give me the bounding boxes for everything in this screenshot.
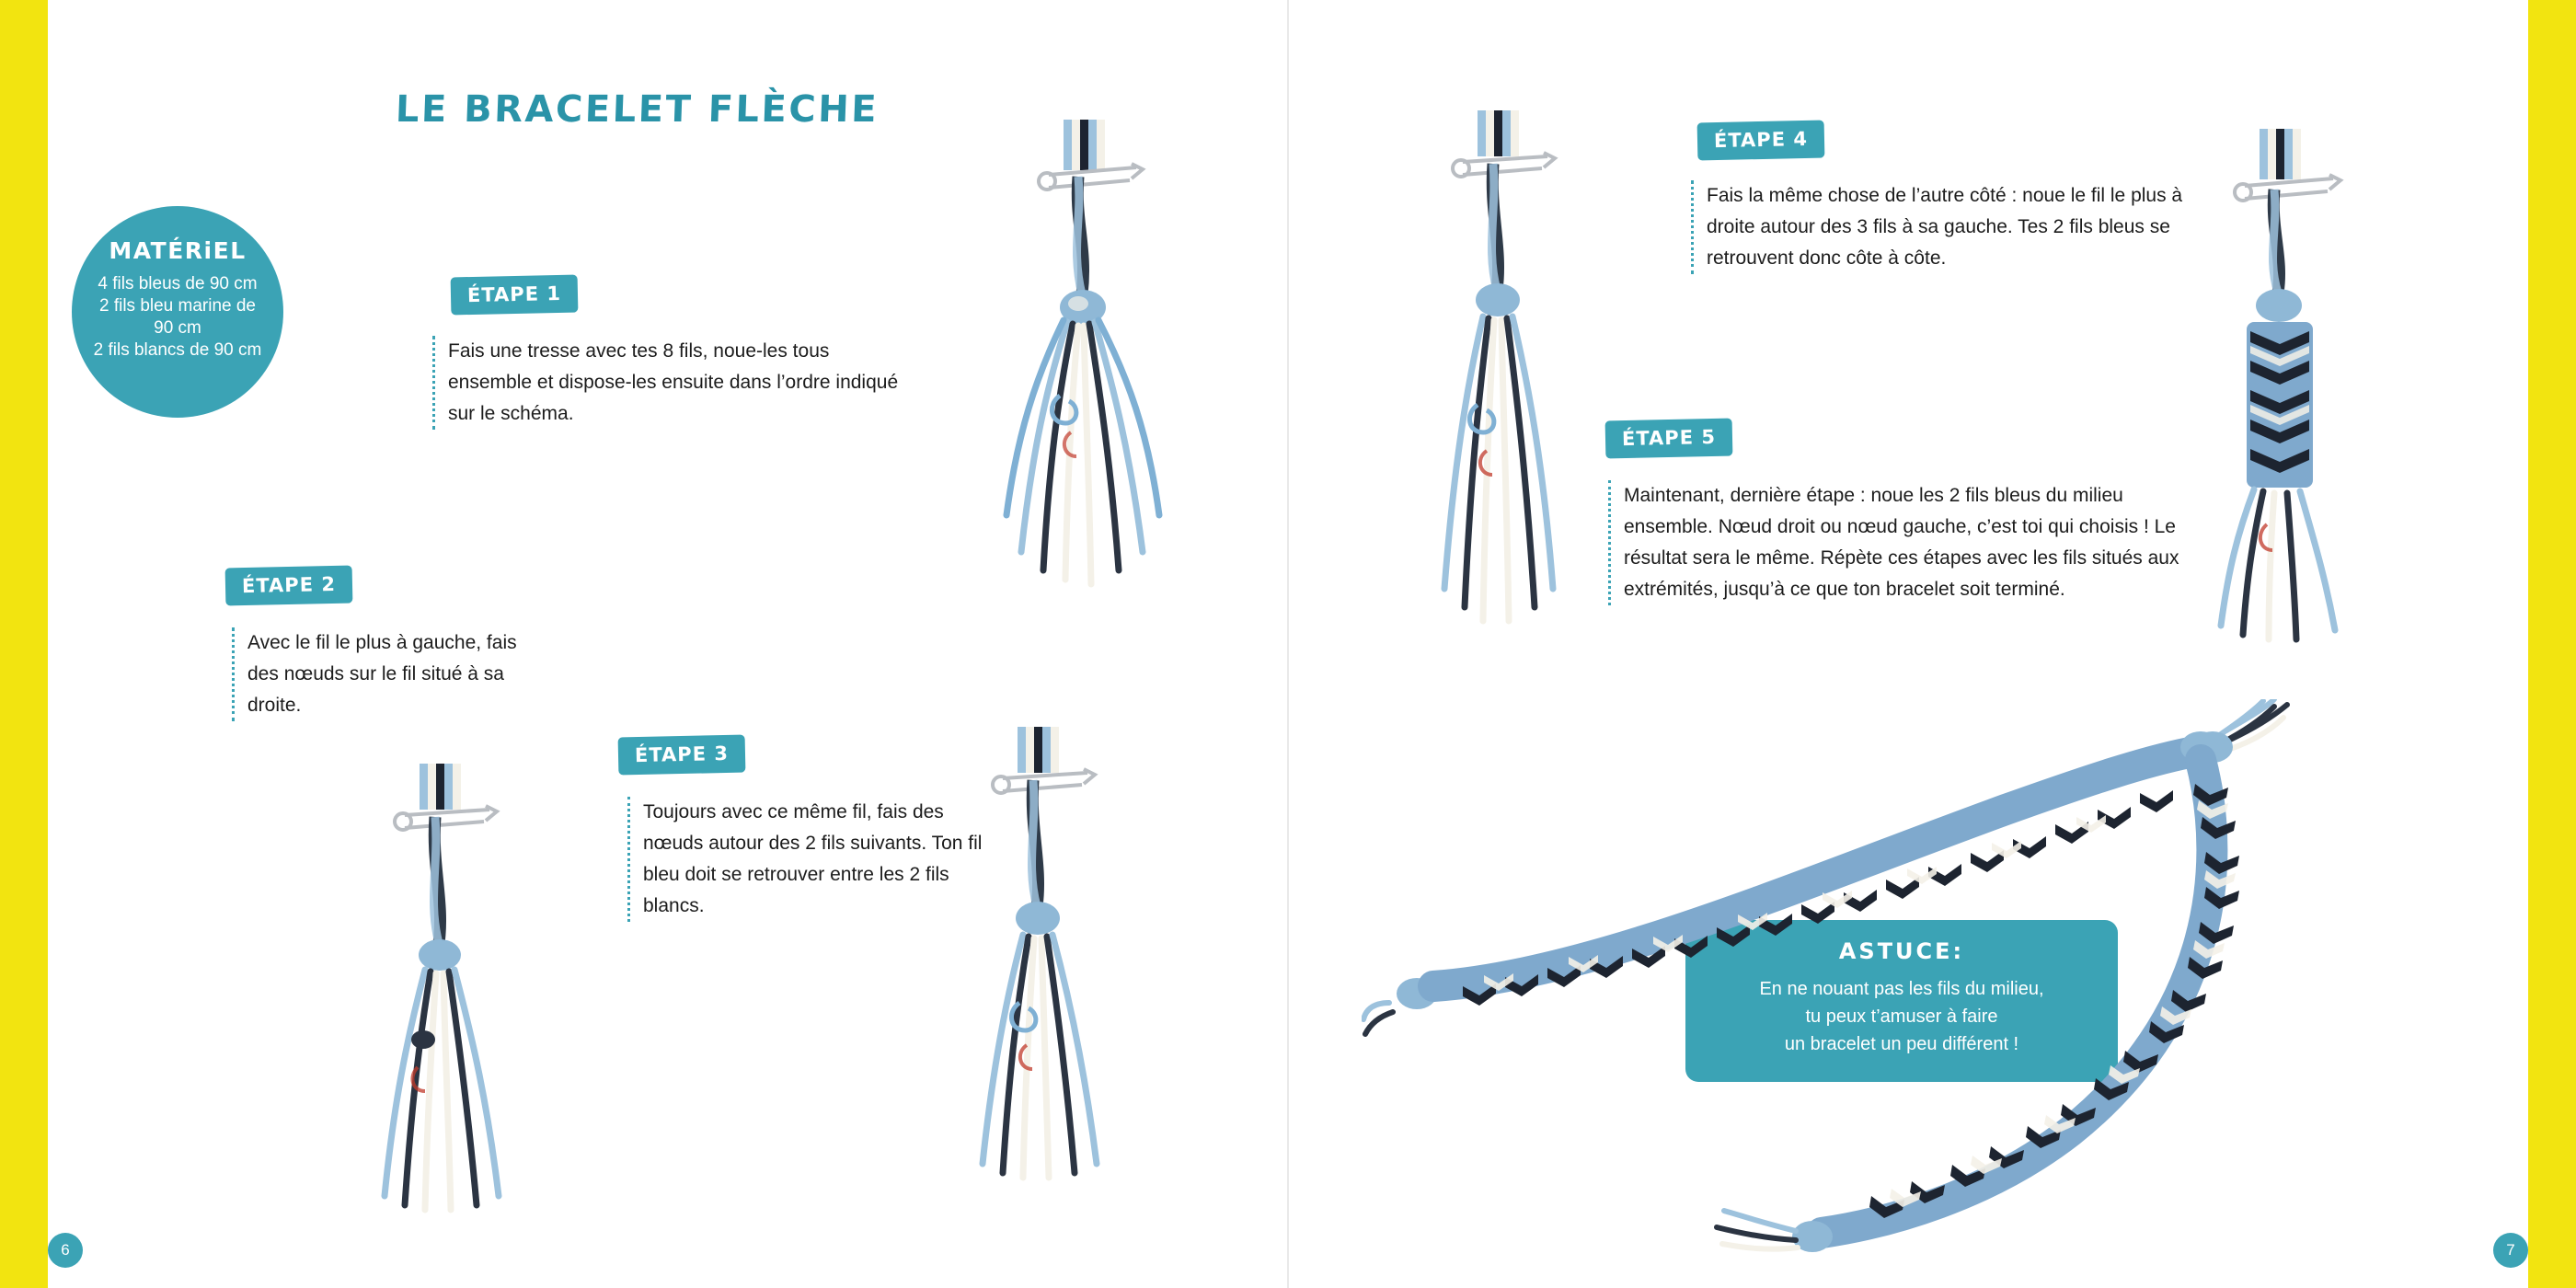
tip-title: ASTUCE: (1838, 938, 1965, 964)
bracelet-step1-photo (975, 120, 1196, 598)
step-4-text: Fais la même chose de l’autre côté : noue le fil le plus à droite autour des 3 fils à sa gauche. Tes 2 fils bleus se retrouvent donc côte à côte. (1691, 180, 2185, 274)
tip-line-1: En ne nouant pas les fils du milieu, (1759, 979, 2044, 999)
page-title: LE BRACELET FLÈCHE (395, 88, 880, 131)
step-4-badge: ÉTAPE 4 (1697, 121, 1825, 161)
step-2-text: Avec le fil le plus à gauche, fais des nœuds sur le fil situé à sa droite. (232, 627, 551, 721)
page-number-left: 6 (48, 1233, 83, 1268)
step-5-text: Maintenant, dernière étape : noue les 2 fils bleus du milieu ensemble. Nœud droit ou nœud gauche, c’est toi qui choisis ! Le résultat sera le même. Répète ces étapes avec les fils situés aux extrémités, jusqu’à ce que ton bracelet soit terminé. (1608, 480, 2203, 605)
step-5-badge: ÉTAPE 5 (1605, 419, 1733, 459)
bracelet-step2-photo (340, 764, 552, 1224)
finished-bracelet-bottom-photo (1674, 699, 2318, 1270)
step-1-badge: ÉTAPE 1 (451, 275, 579, 316)
material-line-3: 2 fils blancs de 90 cm (93, 340, 262, 360)
page-number-right: 7 (2493, 1233, 2528, 1268)
step-1-text: Fais une tresse avec tes 8 fils, noue-les tous ensemble et dispose-les ensuite dans l’ordre indiqué sur le schéma. (432, 336, 899, 430)
bracelet-step3-photo (938, 727, 1150, 1187)
bracelet-step4-photo (1398, 110, 1610, 662)
material-circle (72, 206, 283, 418)
tip-line-3: un bracelet un peu différent ! (1784, 1034, 2019, 1054)
material-line-1: 4 fils bleus de 90 cm (98, 274, 258, 293)
right-yellow-band (2528, 0, 2576, 1288)
bracelet-step5-photo (2171, 129, 2401, 644)
material-line-2: 2 fils bleu marine de 90 cm (98, 296, 257, 338)
step-3-text: Toujours avec ce même fil, fais des nœuds autour des 2 fils suivants. Ton fil bleu doit se retrouver entre les 2 fils blancs. (627, 797, 993, 922)
page-spine (1287, 0, 1289, 1288)
material-title: MATÉRiEL (109, 237, 247, 264)
left-yellow-band (0, 0, 48, 1288)
step-2-badge: ÉTAPE 2 (225, 566, 353, 606)
step-3-badge: ÉTAPE 3 (618, 735, 746, 776)
tip-line-2: tu peux t’amuser à faire (1805, 1006, 1998, 1027)
